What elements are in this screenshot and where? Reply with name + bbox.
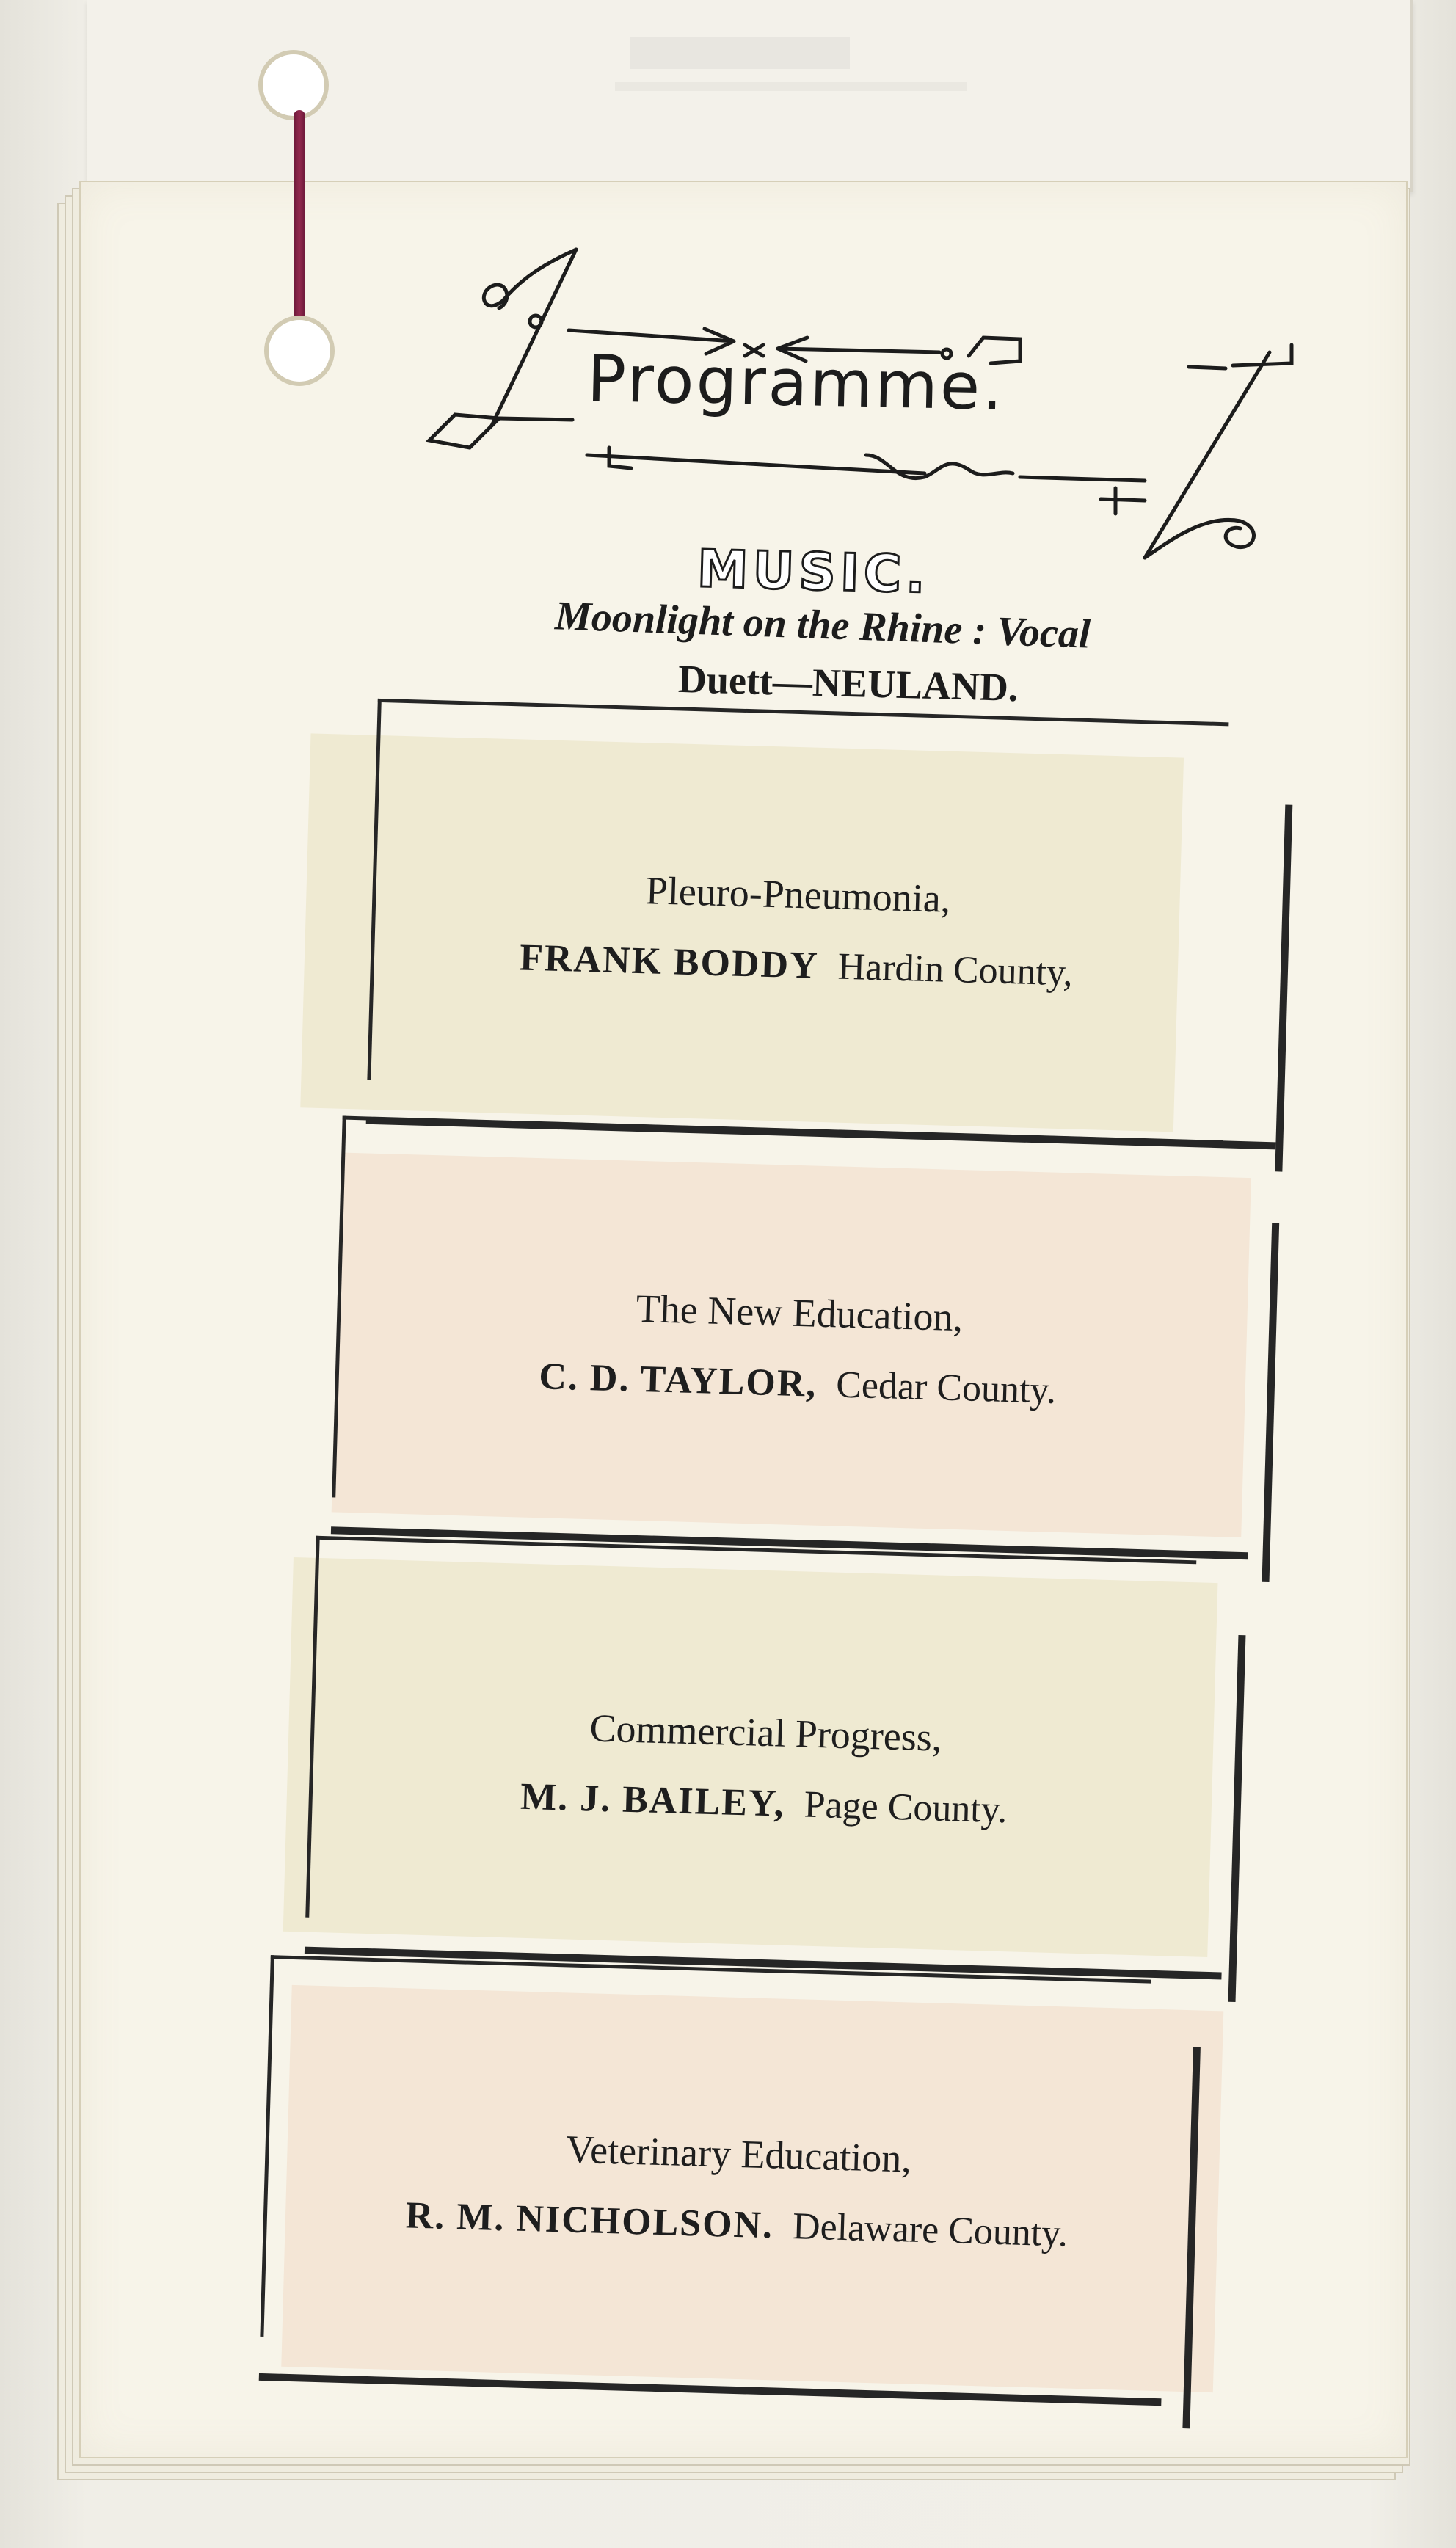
talk-title: The New Education, [636, 1286, 964, 1340]
speaker-name: C. D. TAYLOR, [538, 1355, 818, 1405]
music-heading: MUSIC. [696, 538, 931, 605]
punch-hole-top [258, 50, 329, 120]
speaker-name: FRANK BODDY [519, 936, 820, 987]
programme-title: Programme. [586, 341, 1006, 425]
speaker-county: Delaware County. [792, 2205, 1069, 2255]
music-piece: Moonlight on the Rhine : Vocal [554, 593, 1091, 658]
bleed-through-text [615, 15, 997, 103]
talk-title: Pleuro-Pneumonia, [645, 868, 952, 921]
music-composer: Duett—NEULAND. [677, 656, 1019, 710]
programme-slip [251, 1955, 1225, 2436]
talk-title: Commercial Progress, [589, 1706, 943, 1760]
speaker-county: Hardin County, [837, 945, 1074, 994]
programme-slip [316, 1115, 1282, 1590]
programme-slip [282, 1535, 1248, 2009]
speaker-name: M. J. BAILEY, [520, 1775, 786, 1825]
speaker-county: Page County. [803, 1783, 1008, 1832]
punch-hole-bottom [264, 316, 335, 386]
talk-title: Veterinary Education, [565, 2127, 912, 2181]
speaker-county: Cedar County. [835, 1364, 1057, 1412]
speaker-name: R. M. NICHOLSON. [405, 2194, 774, 2247]
programme-slip [299, 696, 1295, 1179]
